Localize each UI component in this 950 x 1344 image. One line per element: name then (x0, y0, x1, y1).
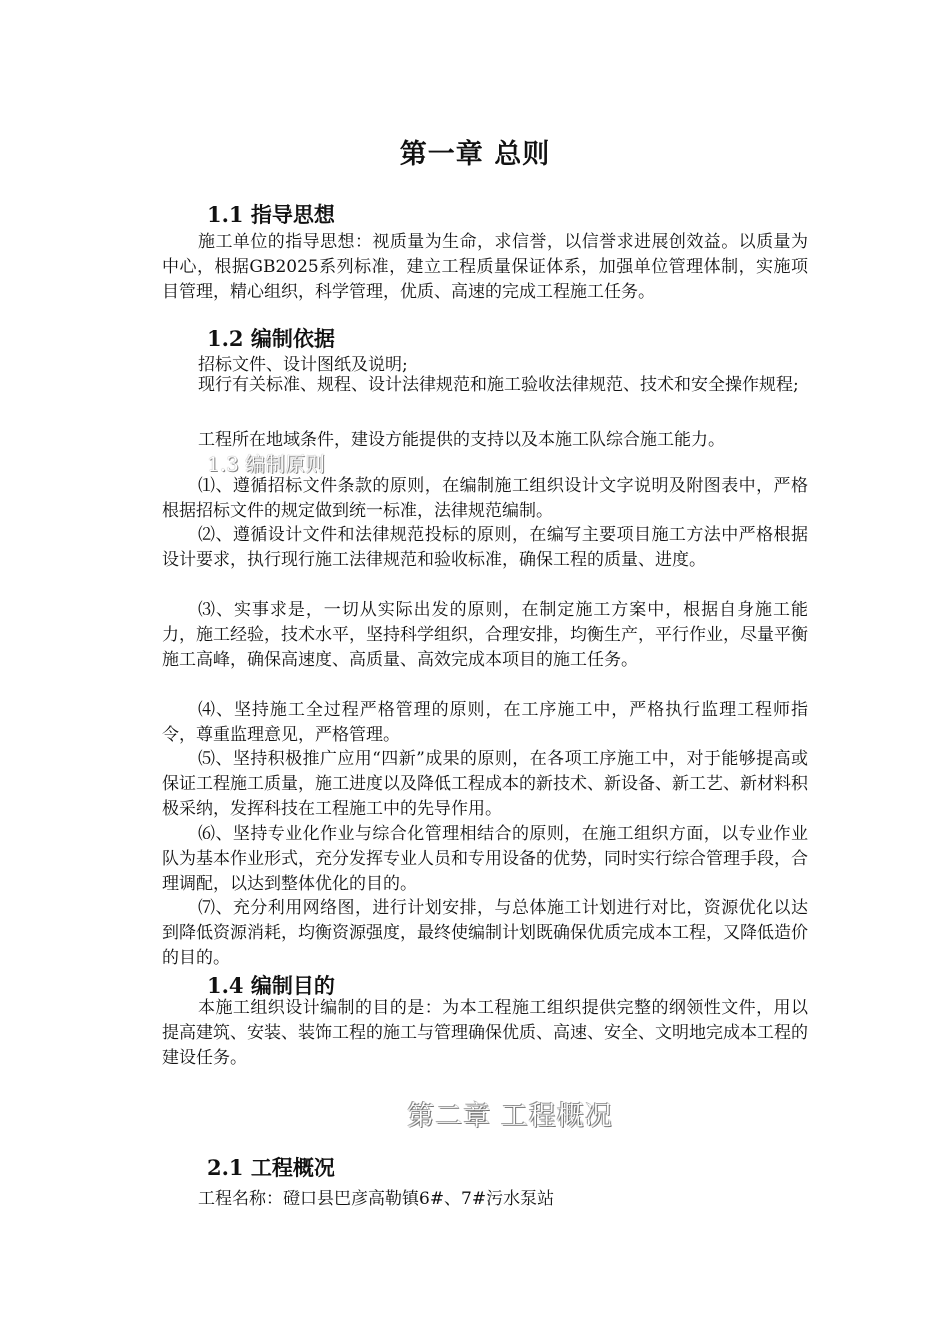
section-1-1-text: 施工单位的指导思想：视质量为生命，求信誉，以信誉求进展创效益。以质量为中心，根据GB2025系列标准，建立工程质量保证体系，加强单位管理体制，实施项目管理，精心组织，科学管理，优质、高速的完成工程施工任务。 (162, 232, 808, 302)
principle-3: ⑶、实事求是，一切从实际出发的原则，在制定施工方案中，根据自身施工能力，施工经验，技术水平，坚持科学组织，合理安排，均衡生产，平行作业，尽量平衡施工高峰，确保高速度、高质量、高效完成本项目的施工任务。 (162, 600, 808, 670)
section-1-4-heading: 1.4 编制目的 (207, 973, 335, 998)
project-name: 工程名称：磴口县巴彦高勒镇6#、7#污水泵站 (198, 1189, 555, 1209)
principle-2: ⑵、遵循设计文件和法律规范投标的原则，在编写主要项目施工方法中严格根据设计要求，执行现行施工法律规范和验收标准，确保工程的质量、进度。 (162, 525, 808, 570)
section-1-4-text: 本施工组织设计编制的目的是：为本工程施工组织提供完整的纲领性文件，用以提高建筑、安装、装饰工程的施工与管理确保优质、高速、安全、文明地完成本工程的建设任务。 (162, 998, 808, 1068)
principle-5: ⑸、坚持积极推广应用“四新”成果的原则，在各项工序施工中，对于能够提高或保证工程施工质量，施工进度以及降低工程成本的新技术、新设备、新工艺、新材料积极采纳，发挥科技在工程施工中的先导作用。 (162, 749, 808, 819)
section-1-1-heading: 1.1 指导思想 (207, 202, 335, 227)
principle-4: ⑷、坚持施工全过程严格管理的原则，在工序施工中，严格执行监理工程师指令，尊重监理意见，严格管理。 (162, 700, 808, 745)
principle-7: ⑺、充分利用网络图，进行计划安排，与总体施工计划进行对比，资源优化以达到降低资源消耗，均衡资源强度，最终使编制计划既确保优质完成本工程，又降低造价的目的。 (162, 898, 808, 968)
section-1-3-heading: 1.3 编制原则 (207, 452, 326, 476)
chapter-2-title: 第二章 工程概况 (407, 1101, 613, 1132)
basis-item-2: 现行有关标准、规程、设计法律规范和施工验收法律规范、技术和安全操作规程; (198, 375, 799, 395)
basis-item-1: 招标文件、设计图纸及说明; (198, 355, 408, 375)
basis-item-3: 工程所在地域条件，建设方能提供的支持以及本施工队综合施工能力。 (198, 430, 725, 450)
principle-1: ⑴、遵循招标文件条款的原则，在编制施工组织设计文字说明及附图表中，严格根据招标文件的规定做到统一标准，法律规范编制。 (162, 476, 808, 521)
section-2-1-heading: 2.1 工程概况 (207, 1155, 335, 1180)
principle-6: ⑹、坚持专业化作业与综合化管理相结合的原则，在施工组织方面，以专业作业队为基本作业形式，充分发挥专业人员和专用设备的优势，同时实行综合管理手段，合理调配，以达到整体优化的目的。 (162, 824, 808, 894)
chapter-1-title: 第一章 总则 (399, 139, 551, 170)
section-1-2-heading: 1.2 编制依据 (207, 326, 335, 351)
